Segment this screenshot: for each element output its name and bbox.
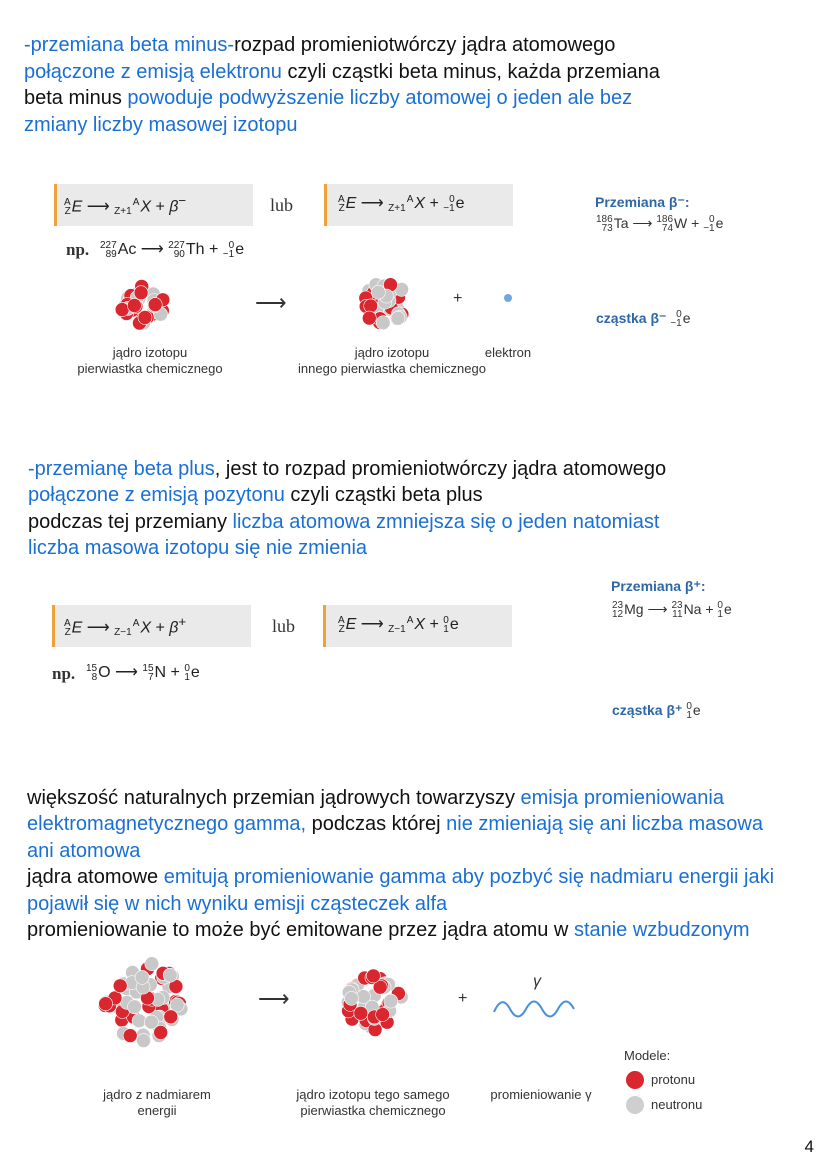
nucleon-icon [138,311,152,325]
text-segment: -przemianę beta plus [28,457,215,480]
nucleon-icon [376,316,390,330]
nucleon-icon [128,1000,142,1014]
equation-general-beta-plus: A ZE ⟶ Z−1A X + β+ [64,614,187,639]
nucleon-icon [376,1008,390,1022]
nucleon-icon [113,979,127,993]
nucleon-icon [362,311,376,325]
nucleus-icon-after [356,268,416,340]
caption-daughter-nucleus: jądro izotopu innego pierwiastka chemicznego [298,345,486,376]
plus-icon: + [453,290,463,307]
equation-general-beta-minus: A ZE ⟶ Z+1A X + β− [64,193,187,218]
text-segment: połączone z emisją elektronu [24,60,282,83]
paragraph-beta-plus [28,429,668,562]
nucleon-icon [354,1006,368,1020]
legend-proton: protonu [651,1072,696,1087]
proton-legend-icon [625,1070,645,1090]
lub-label: lub [270,195,294,215]
side-title-beta-minus: Przemiana β⁻: [595,194,690,210]
arrow-icon: ⟶ [258,986,290,1011]
text-segment: promieniowanie to może być emitowane przez jądra atomu w [27,919,569,941]
side-particle-beta-plus: cząstka β⁺ 0 1e [612,701,701,722]
side-particle-beta-minus: cząstka β⁻ 0 −1e [596,309,691,330]
nucleon-icon [164,1010,178,1024]
nucleon-icon [163,968,177,982]
example-actinium: 227 89Ac ⟶ 227 90Th + 0 −1e [100,239,245,260]
nucleon-icon [145,957,159,971]
nucleon-icon [123,1029,137,1043]
legend-neutron: neutronu [651,1097,703,1112]
electron-icon [503,293,513,303]
text-segment: powoduje podwyższenie liczby atomowej o jeden ale bez zmiany liczby masowej izotopu [24,87,633,136]
nucleus-icon-ground [336,964,416,1044]
nucleon-icon [345,991,359,1005]
side-title-beta-plus: Przemiana β⁺: [611,578,706,594]
rich-text [27,787,774,942]
caption-excited-nucleus: jądro z nadmiarem energii [103,1087,211,1118]
text-segment: czyli cząstki beta plus [284,484,483,506]
example-oxygen: 15 8O ⟶ 15 7N + 0 1e [86,662,200,683]
text-segment: czyli cząstki beta minus, każda przemiana beta minus [24,60,660,109]
text-segment: rozpad promieniotwórczy jądra atomowego [234,34,616,56]
rich-text [28,458,666,560]
gamma-symbol: γ [533,973,541,990]
nucleon-icon [127,299,141,313]
side-equation-magnesium: 23 12Mg ⟶ 23 11Na + 0 1e [612,600,732,621]
plus-icon: + [458,990,468,1007]
arrow-icon: ⟶ [255,290,287,315]
nucleon-icon [391,311,405,325]
side-equation-tantalum: 186 73Ta ⟶ 186 74W + 0 −1e [596,214,724,235]
text-segment: podczas tej przemiany [28,510,227,533]
equation-general-beta-plus-alt: A ZE ⟶ Z−1A X + 0 1e [338,614,459,635]
caption-gamma: promieniowanie γ [490,1087,592,1102]
nucleon-icon [371,285,385,299]
text-segment: nie zmieniają się ani liczba masowa ani atomowa [27,813,763,862]
nucleon-icon [137,1034,151,1048]
lub-label: lub [272,616,296,636]
nucleon-icon [132,1014,146,1028]
text-segment: większość naturalnych przemian jądrowych towarzyszy [27,786,521,809]
nucleon-icon [364,299,378,313]
text-segment: podczas której [306,813,447,835]
np-label: np. [52,664,76,683]
text-segment: emisja promieniowania elektromagnetycznego gamma, [27,786,724,835]
caption-parent-nucleus: jądro izotopu pierwiastka chemicznego [77,345,223,376]
gamma-wave-icon [492,994,582,1024]
neutron-legend-icon [625,1095,645,1115]
paragraph-beta-minus [24,32,664,138]
nucleon-icon [134,286,148,300]
nucleon-icon [154,1026,168,1040]
nucleon-icon [135,970,149,984]
nucleon-icon [366,969,380,983]
text-segment: stanie wzbudzonym [573,919,750,941]
text-segment: liczba atomowa zmniejsza się o jeden natomiast liczba masowa izotopu się nie zmienia [28,510,660,559]
nucleus-icon-excited [94,952,194,1052]
nucleon-icon [99,997,113,1011]
text-segment: -przemiana beta minus- [24,34,235,56]
rich-text [24,34,660,136]
caption-electron: elektron [484,345,532,360]
paragraph-gamma [27,758,787,944]
text-segment: jądra atomowe [27,866,159,888]
nucleus-icon-before [112,268,172,340]
np-label: np. [66,240,90,259]
nucleon-icon [148,298,162,312]
nucleon-icon [115,303,129,317]
caption-ground-nucleus: jądro izotopu tego samego pierwiastka chemicznego [296,1087,450,1118]
text-segment: , jest to rozpad promieniotwórczy jądra atomowego [214,457,667,480]
text-segment: emitują promieniowanie gamma aby pozbyć się nadmiaru energii jaki pojawił się w nich wyniku emisji cząsteczek alfa [27,866,775,915]
page-number: 4 [804,1137,814,1156]
text-segment: połączone z emisją pozytonu [28,484,285,506]
nucleon-icon [384,994,398,1008]
legend-title: Modele: [624,1048,671,1063]
equation-general-beta-minus-alt: A ZE ⟶ Z+1A X + 0 −1e [338,193,465,214]
